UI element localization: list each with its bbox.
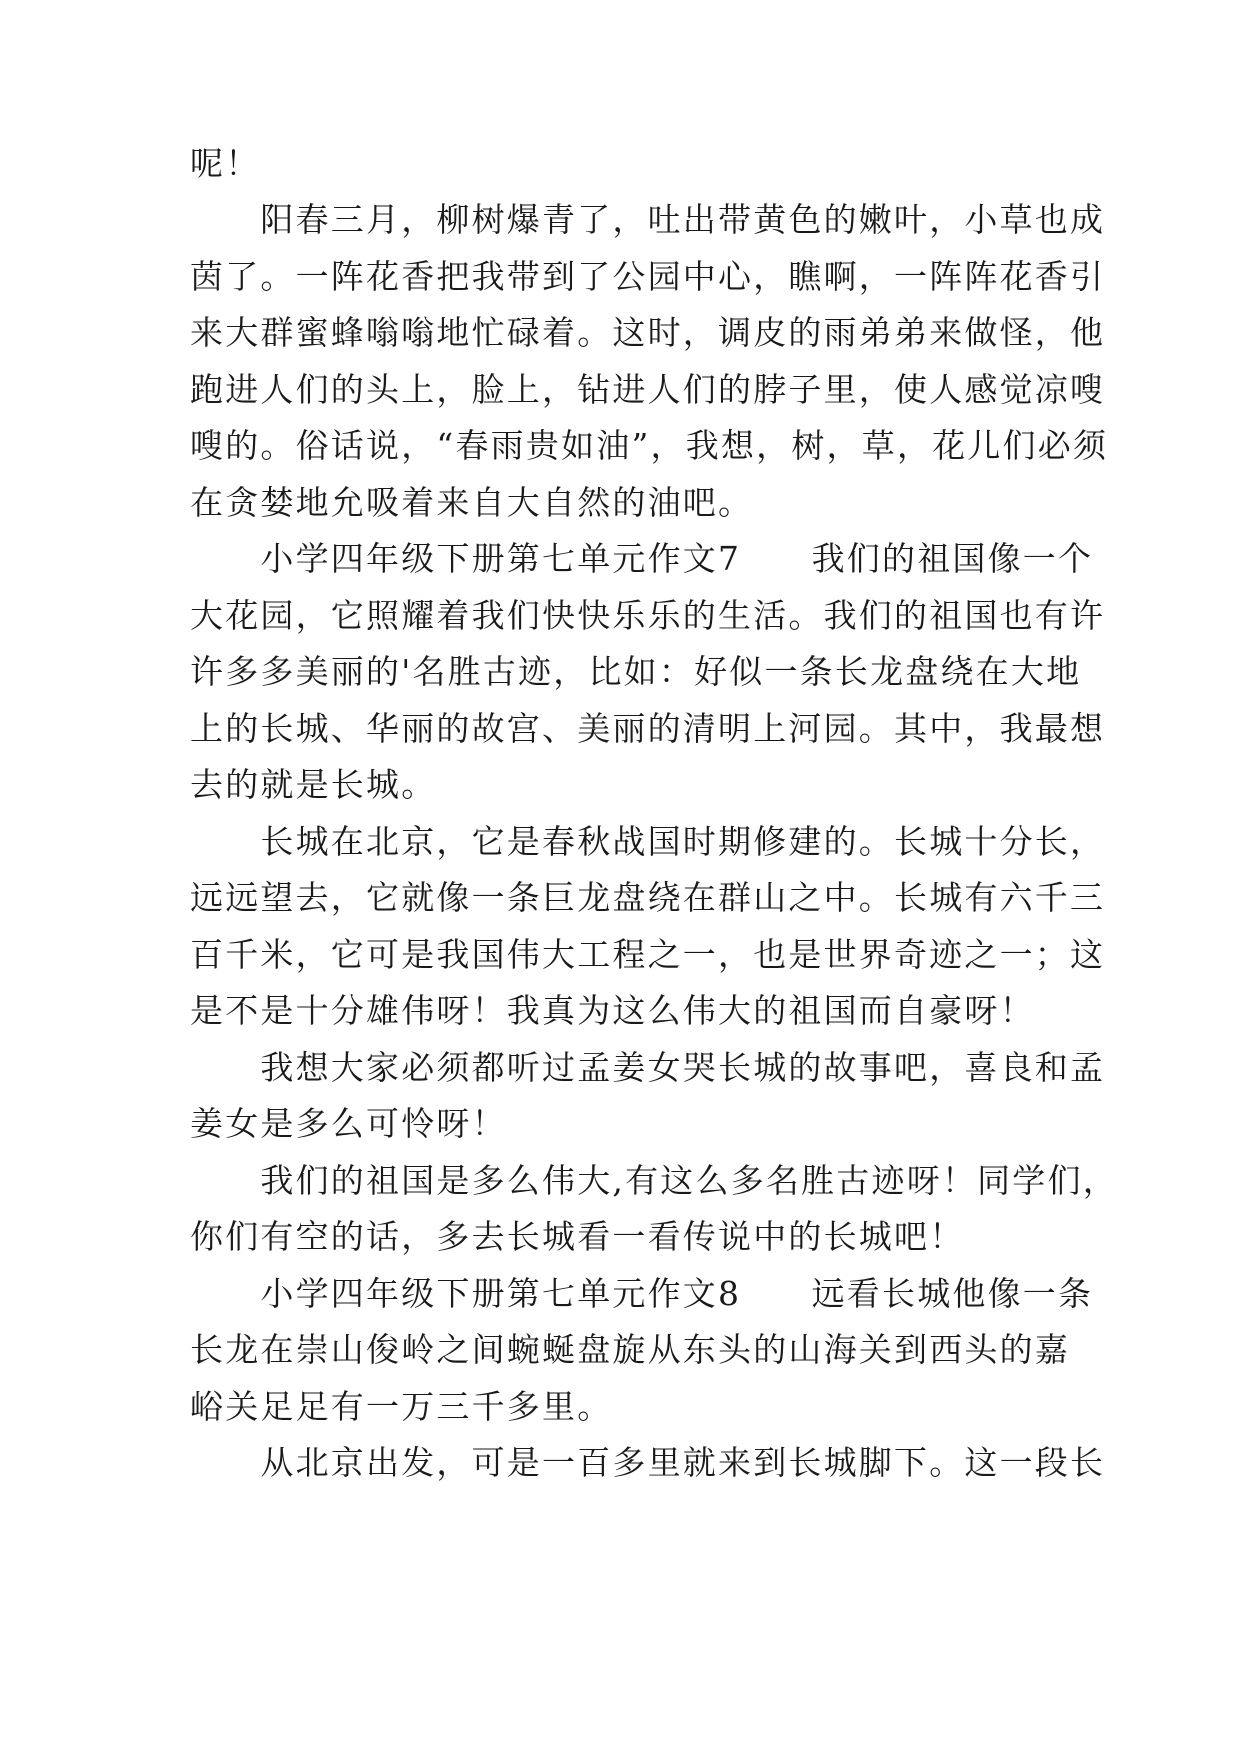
text-line: 是不是十分雄伟呀！我真为这么伟大的祖国而自豪呀！ (190, 991, 1035, 1030)
text-line: 远远望去，它就像一条巨龙盘绕在群山之中。长城有六千三 (190, 878, 1106, 917)
text-line: 嗖的。俗话说，“春雨贵如油”，我想，树，草，花儿们必须 (190, 426, 1109, 465)
text-line: 我们的祖国是多么伟大,有这么多名胜古迹呀！同学们， (190, 1161, 1118, 1200)
text-line: 从北京出发，可是一百多里就来到长城脚下。这一段长 (190, 1443, 1106, 1482)
text-line: 大花园，它照耀着我们快快乐乐的生活。我们的祖国也有许 (190, 596, 1106, 635)
text-line: 茵了。一阵花香把我带到了公园中心，瞧啊，一阵阵花香引 (190, 257, 1106, 296)
text-line: 跑进人们的头上，脸上，钻进人们的脖子里，使人感觉凉嗖 (190, 370, 1106, 409)
text-line: 峪关足足有一万三千多里。 (190, 1387, 613, 1426)
text-line: 长城在北京，它是春秋战国时期修建的。长城十分长， (190, 822, 1106, 861)
text-line: 小学四年级下册第七单元作文7 我们的祖国像一个 (190, 539, 1094, 578)
text-line: 小学四年级下册第七单元作文8 远看长城他像一条 (190, 1274, 1094, 1313)
text-line: 阳春三月，柳树爆青了，吐出带黄色的嫩叶，小草也成 (190, 200, 1106, 239)
text-line: 呢！ (190, 144, 261, 183)
text-line: 上的长城、华丽的故宫、美丽的清明上河园。其中，我最想 (190, 709, 1106, 748)
text-line: 去的就是长城。 (190, 765, 437, 804)
text-line: 你们有空的话，多去长城看一看传说中的长城吧！ (190, 1217, 965, 1256)
text-line: 长龙在崇山俊岭之间蜿蜒盘旋从东头的山海关到西头的嘉 (190, 1330, 1070, 1369)
text-line: 我想大家必须都听过孟姜女哭长城的故事吧，喜良和孟 (190, 1048, 1106, 1087)
text-line: 来大群蜜蜂嗡嗡地忙碌着。这时，调皮的雨弟弟来做怪，他 (190, 313, 1106, 352)
text-line: 百千米，它可是我国伟大工程之一，也是世界奇迹之一；这 (190, 935, 1106, 974)
text-line: 在贪婪地允吸着来自大自然的油吧。 (190, 483, 754, 522)
text-line: 许多多美丽的'名胜古迹，比如：好似一条长龙盘绕在大地 (190, 652, 1082, 691)
text-line: 姜女是多么可怜呀！ (190, 1104, 507, 1143)
